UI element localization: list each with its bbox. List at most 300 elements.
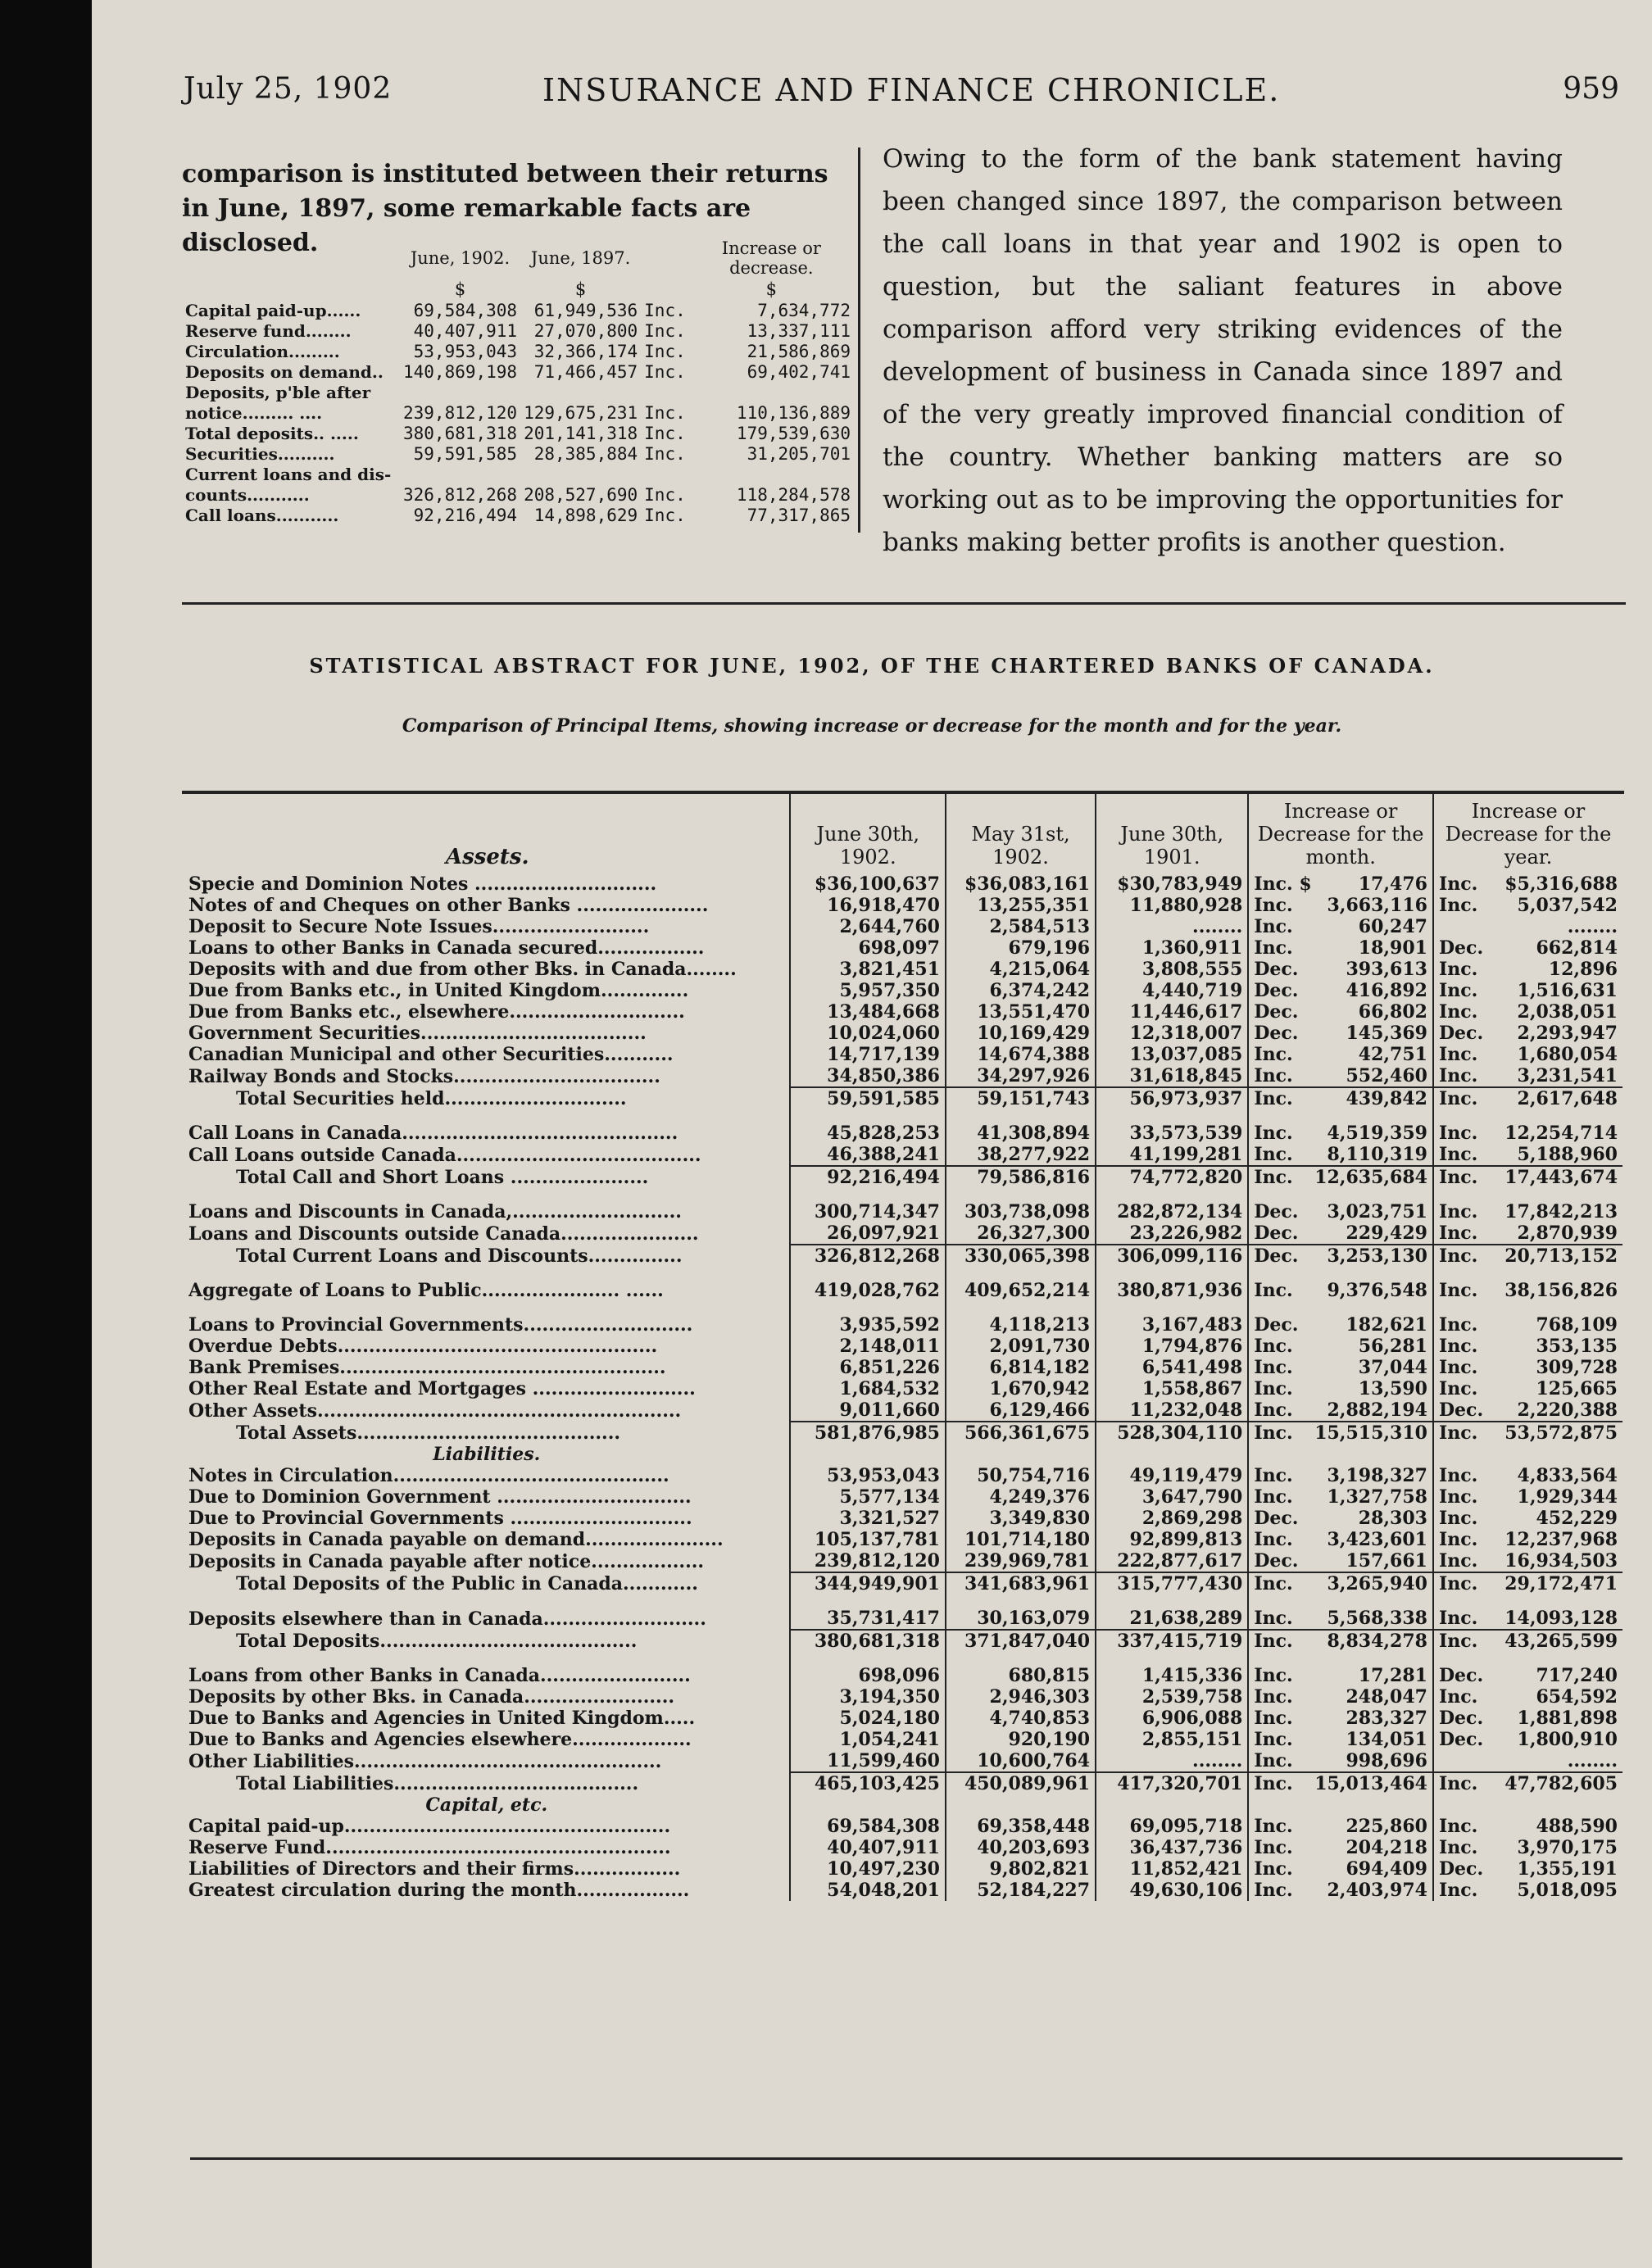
comparison-row	[182, 484, 854, 505]
change-sign: Inc.	[644, 484, 686, 505]
year-change-sign: Inc.	[1438, 1508, 1478, 1529]
row-label: Due from Banks etc., in United Kingdom..............	[188, 980, 689, 1001]
value-june-1901: 2,539,758	[1096, 1686, 1248, 1708]
value-june-1901: ........	[1096, 916, 1248, 937]
value-june-1902: 13,484,668	[790, 1001, 945, 1023]
change-value: 31,205,701	[747, 443, 851, 464]
value-may-1902: 38,277,922	[946, 1144, 1096, 1166]
publication-title: INSURANCE AND FINANCE CHRONICLE.	[542, 72, 1281, 108]
month-change-sign: Dec.	[1254, 1222, 1299, 1244]
header-june-1897: June, 1897.	[530, 248, 631, 268]
year-change-sign: Inc.	[1438, 873, 1478, 895]
newspaper-page	[92, 0, 1652, 2268]
year-change-value: 309,728	[1536, 1357, 1618, 1378]
month-change	[1248, 1166, 1433, 1188]
year-change-sign: Dec.	[1438, 1023, 1484, 1044]
abstract-title: STATISTICAL ABSTRACT FOR JUNE, 1902, OF THE CHARTERED BANKS OF CANADA.	[309, 654, 1435, 678]
table-row	[188, 1357, 1622, 1378]
commentary-text: Owing to the form of the bank statement having been changed since 1897, the comparison between the call loans in that year and 1902 is open to question, but the saliant features in above comparison afford very striking evidences of the development of business in Canada since 1897 and of the very greatly improved financial condition of the country. Whether banking matters are so working out as to be improving the opportunities for banks making better profits is another question.	[883, 144, 1563, 557]
value-june-1901: 306,099,116	[1096, 1245, 1248, 1267]
year-change-sign: Dec.	[1438, 1858, 1484, 1880]
value-june-1901: $30,783,949	[1096, 873, 1248, 895]
row-label: Total Deposits of the Public in Canada............	[236, 1572, 698, 1594]
value-may-1902: 13,255,351	[946, 895, 1096, 916]
month-change-value: 3,198,327	[1327, 1465, 1427, 1486]
spacer-row	[188, 1652, 1622, 1665]
year-change	[1433, 1772, 1622, 1794]
value-june-1902: 45,828,253	[790, 1123, 945, 1144]
value-may-1902: 330,065,398	[946, 1245, 1096, 1267]
currency-row	[182, 279, 854, 300]
value-may-1902: 920,190	[946, 1729, 1096, 1750]
month-change-value: 8,834,278	[1327, 1631, 1427, 1652]
year-change-value: 16,934,503	[1504, 1550, 1618, 1572]
month-change-value: 3,423,601	[1327, 1529, 1427, 1550]
year-change-value: 1,680,054	[1517, 1044, 1618, 1065]
month-change	[1248, 1708, 1433, 1729]
year-change-sign: Dec.	[1438, 937, 1484, 959]
month-change-value: 9,376,548	[1327, 1280, 1427, 1301]
month-change-sign: Inc.	[1254, 916, 1293, 937]
row-label: Loans from other Banks in Canada........................	[188, 1665, 691, 1686]
row-label: Other Assets..........................................................	[188, 1399, 682, 1422]
month-change-sign: Inc.	[1254, 1123, 1293, 1144]
month-change-sign: Inc.	[1254, 937, 1293, 959]
row-label: Overdue Debts...................................................	[188, 1336, 658, 1357]
year-change	[1433, 916, 1622, 937]
table-row	[188, 959, 1622, 980]
year-change-sign: Inc.	[1438, 1280, 1478, 1301]
value-june-1902: 6,851,226	[790, 1357, 945, 1378]
table-row	[188, 1608, 1622, 1630]
row-label: Securities..........	[185, 443, 335, 464]
month-change	[1248, 1422, 1433, 1444]
year-change-value: 1,800,910	[1517, 1729, 1618, 1750]
row-label: Loans and Discounts outside Canada......................	[188, 1222, 699, 1245]
month-change-sign: Dec.	[1254, 1201, 1299, 1222]
month-change-value: 28,303	[1358, 1508, 1427, 1529]
value-may-1902: 6,374,242	[946, 980, 1096, 1001]
value-june-1902: 5,024,180	[790, 1708, 945, 1729]
value-june-1902: 5,957,350	[790, 980, 945, 1001]
value-june-1902: 1,684,532	[790, 1378, 945, 1399]
month-change-value: 204,218	[1346, 1837, 1427, 1858]
row-label: Call loans...........	[185, 505, 339, 525]
table-row	[188, 895, 1622, 916]
value-june-1901: 1,415,336	[1096, 1665, 1248, 1686]
value-1902: 380,681,318	[403, 423, 518, 443]
value-june-1901: 1,360,911	[1096, 937, 1248, 959]
row-label: Liabilities of Directors and their firms.................	[188, 1858, 681, 1880]
year-change-sign: Inc.	[1438, 1486, 1478, 1508]
value-1902: 69,584,308	[413, 300, 518, 320]
year-change	[1433, 1222, 1622, 1245]
row-label: Circulation.........	[185, 341, 340, 361]
value-may-1902: 239,969,781	[946, 1550, 1096, 1572]
month-change-sign: Inc.	[1254, 1816, 1293, 1837]
year-change	[1433, 1572, 1622, 1594]
year-change-value: 20,713,152	[1504, 1245, 1618, 1267]
value-may-1902: 50,754,716	[946, 1465, 1096, 1486]
year-change-value: 14,093,128	[1504, 1608, 1618, 1629]
row-label: Greatest circulation during the month..................	[188, 1880, 690, 1901]
value-june-1902: 344,949,901	[790, 1572, 945, 1594]
change-value: 69,402,741	[747, 361, 851, 382]
table-row	[188, 1399, 1622, 1422]
change-sign: Inc.	[644, 505, 686, 525]
change-sign: Inc.	[644, 423, 686, 443]
value-june-1902: 5,577,134	[790, 1486, 945, 1508]
month-change	[1248, 1665, 1433, 1686]
month-change-sign: Inc.	[1254, 1858, 1293, 1880]
table-row	[188, 1486, 1622, 1508]
month-change-value: 248,047	[1346, 1686, 1427, 1708]
value-may-1902: 450,089,961	[946, 1772, 1096, 1794]
month-change	[1248, 959, 1433, 980]
table-row	[188, 1529, 1622, 1550]
value-may-1902: 4,118,213	[946, 1314, 1096, 1336]
month-change-value: 2,882,194	[1327, 1399, 1427, 1421]
value-june-1901: 2,855,151	[1096, 1729, 1248, 1750]
intro-paragraph-right	[883, 138, 1563, 564]
row-label: notice......... ....	[185, 402, 323, 423]
value-june-1901: 21,638,289	[1096, 1608, 1248, 1630]
value-may-1902: 2,584,513	[946, 916, 1096, 937]
month-change-value: 3,023,751	[1327, 1201, 1427, 1222]
month-change-value: 15,013,464	[1314, 1773, 1427, 1794]
table-row	[188, 1001, 1622, 1023]
year-change-sign: Inc.	[1438, 1065, 1478, 1086]
intro-paragraph-left: comparison is instituted between their returns in June, 1897, some remarkable facts are disclosed.	[182, 160, 828, 257]
table-row	[188, 1837, 1622, 1858]
value-june-1901: 56,973,937	[1096, 1087, 1248, 1109]
month-change-sign: Inc.	[1254, 1399, 1293, 1421]
year-change-sign: Inc.	[1438, 1816, 1478, 1837]
value-may-1902: 34,297,926	[946, 1065, 1096, 1087]
value-june-1901: ........	[1096, 1750, 1248, 1772]
month-change-sign: Inc.	[1254, 1144, 1293, 1165]
value-june-1902: 59,591,585	[790, 1087, 945, 1109]
year-change-value: 2,870,939	[1517, 1222, 1618, 1244]
comparison-row	[182, 443, 854, 464]
col-change-year: Increase or Decrease for the year.	[1433, 793, 1622, 873]
row-label: Capital paid-up......	[185, 300, 361, 320]
year-change	[1433, 873, 1622, 895]
year-change-value: 1,881,898	[1517, 1708, 1618, 1729]
value-june-1902: 34,850,386	[790, 1065, 945, 1087]
month-change	[1248, 1729, 1433, 1750]
year-change-sign: Inc.	[1438, 1529, 1478, 1550]
year-change	[1433, 1630, 1622, 1652]
month-change-value: 283,327	[1346, 1708, 1427, 1729]
bottom-rule	[190, 2157, 1622, 2160]
column-divider	[858, 147, 860, 533]
value-1902: 40,407,911	[413, 320, 518, 341]
value-june-1901: 74,772,820	[1096, 1166, 1248, 1188]
month-change-value: 42,751	[1358, 1044, 1427, 1065]
value-june-1902: 581,876,985	[790, 1422, 945, 1444]
year-change-sign: Inc.	[1438, 1088, 1478, 1109]
month-change-value: 66,802	[1358, 1001, 1427, 1023]
col-change-month: Increase or Decrease for the month.	[1248, 793, 1433, 873]
year-change-sign: Inc.	[1438, 959, 1478, 980]
value-june-1902: 35,731,417	[790, 1608, 945, 1630]
value-1897: 28,385,884	[533, 443, 638, 464]
month-change-sign: Inc.	[1254, 1336, 1293, 1357]
row-label: Deposits, p'ble after	[185, 382, 371, 402]
year-change-sign: Inc.	[1438, 1123, 1478, 1144]
year-change	[1433, 1001, 1622, 1023]
year-change-value: 654,592	[1536, 1686, 1618, 1708]
value-may-1902: 3,349,830	[946, 1508, 1096, 1529]
row-label: Total deposits.. .....	[185, 423, 359, 443]
year-change-value: 662,814	[1536, 937, 1618, 959]
value-may-1902: 9,802,821	[946, 1858, 1096, 1880]
value-june-1902: 9,011,660	[790, 1399, 945, 1422]
year-change	[1433, 1357, 1622, 1378]
change-value: 118,284,578	[736, 484, 851, 505]
year-change	[1433, 1399, 1622, 1422]
value-june-1901: 23,226,982	[1096, 1222, 1248, 1245]
row-label: Loans to Provincial Governments...........................	[188, 1314, 693, 1336]
year-change	[1433, 1123, 1622, 1144]
value-june-1901: 282,872,134	[1096, 1201, 1248, 1222]
value-june-1901: 222,877,617	[1096, 1550, 1248, 1572]
month-change-value: 56,281	[1358, 1336, 1427, 1357]
value-may-1902: 2,091,730	[946, 1336, 1096, 1357]
row-label: Due to Provincial Governments .............................	[188, 1508, 692, 1529]
change-value: 21,586,869	[747, 341, 851, 361]
value-june-1901: 69,095,718	[1096, 1816, 1248, 1837]
month-change-sign: Inc.	[1254, 1529, 1293, 1550]
value-june-1901: 11,446,617	[1096, 1001, 1248, 1023]
year-change-sign: Inc.	[1438, 1378, 1478, 1399]
value-june-1902: 69,584,308	[790, 1816, 945, 1837]
row-label: Total Assets..........................................	[236, 1422, 621, 1444]
value-june-1902: 698,096	[790, 1665, 945, 1686]
year-change-sign: Inc.	[1438, 1314, 1478, 1336]
month-change-value: 225,860	[1346, 1816, 1427, 1837]
value-1902: 140,869,198	[403, 361, 518, 382]
value-may-1902: 10,600,764	[946, 1750, 1096, 1772]
month-change	[1248, 1816, 1433, 1837]
value-june-1901: 49,630,106	[1096, 1880, 1248, 1901]
section-row	[188, 1444, 1622, 1465]
value-june-1901: 6,906,088	[1096, 1708, 1248, 1729]
year-change-value: 53,572,875	[1504, 1422, 1618, 1444]
change-sign	[641, 464, 689, 484]
spacer-row	[188, 1188, 1622, 1201]
dollar-sign: $	[765, 279, 778, 299]
value-1902: 59,591,585	[413, 443, 518, 464]
value-1897: 71,466,457	[533, 361, 638, 382]
value-june-1902: 10,024,060	[790, 1023, 945, 1044]
table-row	[188, 1336, 1622, 1357]
month-change	[1248, 895, 1433, 916]
table-row	[188, 1880, 1622, 1901]
total-row	[188, 1630, 1622, 1652]
month-change	[1248, 1572, 1433, 1594]
row-label: Government Securities....................................	[188, 1023, 647, 1044]
value-may-1902: 341,683,961	[946, 1572, 1096, 1594]
statistical-abstract-table	[188, 793, 1622, 1901]
year-change-sign: Dec.	[1438, 1729, 1484, 1750]
table-row	[188, 1123, 1622, 1144]
table-row	[188, 1729, 1622, 1750]
month-change	[1248, 1880, 1433, 1901]
row-label: Other Real Estate and Mortgages ..........................	[188, 1378, 696, 1399]
year-change-value: $5,316,688	[1504, 873, 1618, 895]
table-row	[188, 1378, 1622, 1399]
month-change-sign: Inc.	[1254, 1088, 1293, 1109]
month-change	[1248, 1001, 1433, 1023]
month-change-value: 416,892	[1346, 980, 1427, 1001]
year-change-sign: Inc.	[1438, 1631, 1478, 1652]
value-may-1902: 41,308,894	[946, 1123, 1096, 1144]
year-change	[1433, 1201, 1622, 1222]
row-label: Bank Premises....................................................	[188, 1357, 666, 1378]
year-change-value: 5,037,542	[1517, 895, 1618, 916]
value-1897: 129,675,231	[524, 402, 638, 423]
table-row	[188, 1550, 1622, 1572]
year-change-value: 2,617,648	[1517, 1088, 1618, 1109]
year-change-value: 43,265,599	[1504, 1631, 1618, 1652]
month-change-sign: Inc.	[1254, 1665, 1293, 1686]
table-row	[188, 1201, 1622, 1222]
year-change-sign: Inc.	[1438, 1222, 1478, 1244]
month-change	[1248, 1044, 1433, 1065]
month-change-sign: Dec.	[1254, 1508, 1299, 1529]
col-june-30-1901: June 30th, 1901.	[1096, 793, 1248, 873]
month-change	[1248, 1858, 1433, 1880]
month-change-sign: Inc.	[1254, 1631, 1293, 1652]
horizontal-rule	[182, 602, 1626, 605]
value-may-1902: 52,184,227	[946, 1880, 1096, 1901]
value-may-1902: 4,740,853	[946, 1708, 1096, 1729]
value-june-1902: 11,599,460	[790, 1750, 945, 1772]
value-june-1902: 3,321,527	[790, 1508, 945, 1529]
value-june-1901: 4,440,719	[1096, 980, 1248, 1001]
year-change-value: 5,018,095	[1517, 1880, 1618, 1901]
year-change	[1433, 1750, 1622, 1772]
year-change-value: 29,172,471	[1504, 1573, 1618, 1594]
month-change	[1248, 1245, 1433, 1267]
row-label: Canadian Municipal and other Securities...........	[188, 1044, 674, 1065]
month-change-value: 1,327,758	[1327, 1486, 1427, 1508]
year-change-value: 768,109	[1536, 1314, 1618, 1336]
year-change-sign: Inc.	[1438, 1357, 1478, 1378]
year-change	[1433, 1465, 1622, 1486]
month-change	[1248, 1336, 1433, 1357]
value-june-1901: 31,618,845	[1096, 1065, 1248, 1087]
change-value: 179,539,630	[736, 423, 851, 443]
year-change-value: 17,842,213	[1504, 1201, 1618, 1222]
change-sign	[641, 382, 689, 402]
value-may-1902: 69,358,448	[946, 1816, 1096, 1837]
month-change	[1248, 1087, 1433, 1109]
month-change	[1248, 1314, 1433, 1336]
year-change-value: 47,782,605	[1504, 1773, 1618, 1794]
value-june-1902: 46,388,241	[790, 1144, 945, 1166]
month-change-value: 2,403,974	[1327, 1880, 1427, 1901]
spacer-row	[188, 1109, 1622, 1123]
month-change-sign: Inc.	[1254, 1280, 1293, 1301]
row-label: Reserve Fund.......................................................	[188, 1837, 671, 1858]
year-change	[1433, 895, 1622, 916]
month-change-value: 4,519,359	[1327, 1123, 1427, 1144]
value-june-1902: 3,194,350	[790, 1686, 945, 1708]
row-label: Railway Bonds and Stocks.................................	[188, 1065, 660, 1087]
month-change	[1248, 1399, 1433, 1422]
month-change-value: 694,409	[1346, 1858, 1427, 1880]
value-june-1901: 11,852,421	[1096, 1858, 1248, 1880]
month-change-sign: Inc.	[1254, 1378, 1293, 1399]
year-change	[1433, 1378, 1622, 1399]
month-change-value: 145,369	[1346, 1023, 1427, 1044]
month-change	[1248, 1144, 1433, 1166]
month-change-sign: Inc.	[1254, 1686, 1293, 1708]
month-change-value: 439,842	[1346, 1088, 1427, 1109]
table-row	[188, 1065, 1622, 1087]
row-label: Other Liabilities.................................................	[188, 1750, 662, 1772]
month-change-value: 17,476	[1358, 873, 1427, 895]
year-change-value: 125,665	[1536, 1378, 1618, 1399]
year-change-sign: Inc.	[1438, 980, 1478, 1001]
year-change-sign: Dec.	[1438, 1399, 1484, 1421]
month-change	[1248, 1508, 1433, 1529]
month-change	[1248, 1201, 1433, 1222]
header-increase-decrease: Increase or decrease.	[721, 238, 821, 278]
year-change-sign: Dec.	[1438, 1665, 1484, 1686]
value-1902: 239,812,120	[403, 402, 518, 423]
month-change	[1248, 1772, 1433, 1794]
change-value: 77,317,865	[747, 505, 851, 525]
month-change-value: 15,515,310	[1314, 1422, 1427, 1444]
issue-date: July 25, 1902	[184, 72, 393, 106]
month-change-sign: Dec.	[1254, 1314, 1299, 1336]
month-change-value: 3,253,130	[1327, 1245, 1427, 1267]
col-may-31-1902: May 31st, 1902.	[946, 793, 1096, 873]
total-row	[188, 1572, 1622, 1594]
month-change-value: 552,460	[1346, 1065, 1427, 1086]
change-sign: Inc.	[644, 320, 686, 341]
year-change	[1433, 1166, 1622, 1188]
value-june-1902: 16,918,470	[790, 895, 945, 916]
dollar-sign: $	[574, 279, 587, 299]
row-label: Specie and Dominion Notes .............................	[188, 873, 657, 895]
value-1897: 61,949,536	[533, 300, 638, 320]
table-row	[188, 1665, 1622, 1686]
year-change-value: 2,038,051	[1517, 1001, 1618, 1023]
month-change-sign: Inc.	[1254, 1465, 1293, 1486]
month-change-value: 998,696	[1346, 1750, 1427, 1771]
table-row	[188, 1508, 1622, 1529]
abstract-table-body	[188, 873, 1622, 1901]
year-change-sign: Inc.	[1438, 1880, 1478, 1901]
month-change	[1248, 916, 1433, 937]
month-change-value: 3,663,116	[1327, 895, 1427, 916]
month-change	[1248, 1750, 1433, 1772]
value-june-1902: 40,407,911	[790, 1837, 945, 1858]
change-sign: Inc.	[644, 300, 686, 320]
comparison-row	[182, 505, 854, 525]
year-change-sign: Inc.	[1438, 895, 1478, 916]
month-change-sign: Inc.	[1254, 1729, 1293, 1750]
value-june-1902: 3,821,451	[790, 959, 945, 980]
value-may-1902: 40,203,693	[946, 1837, 1096, 1858]
value-may-1902: 59,151,743	[946, 1087, 1096, 1109]
value-june-1902: 105,137,781	[790, 1529, 945, 1550]
